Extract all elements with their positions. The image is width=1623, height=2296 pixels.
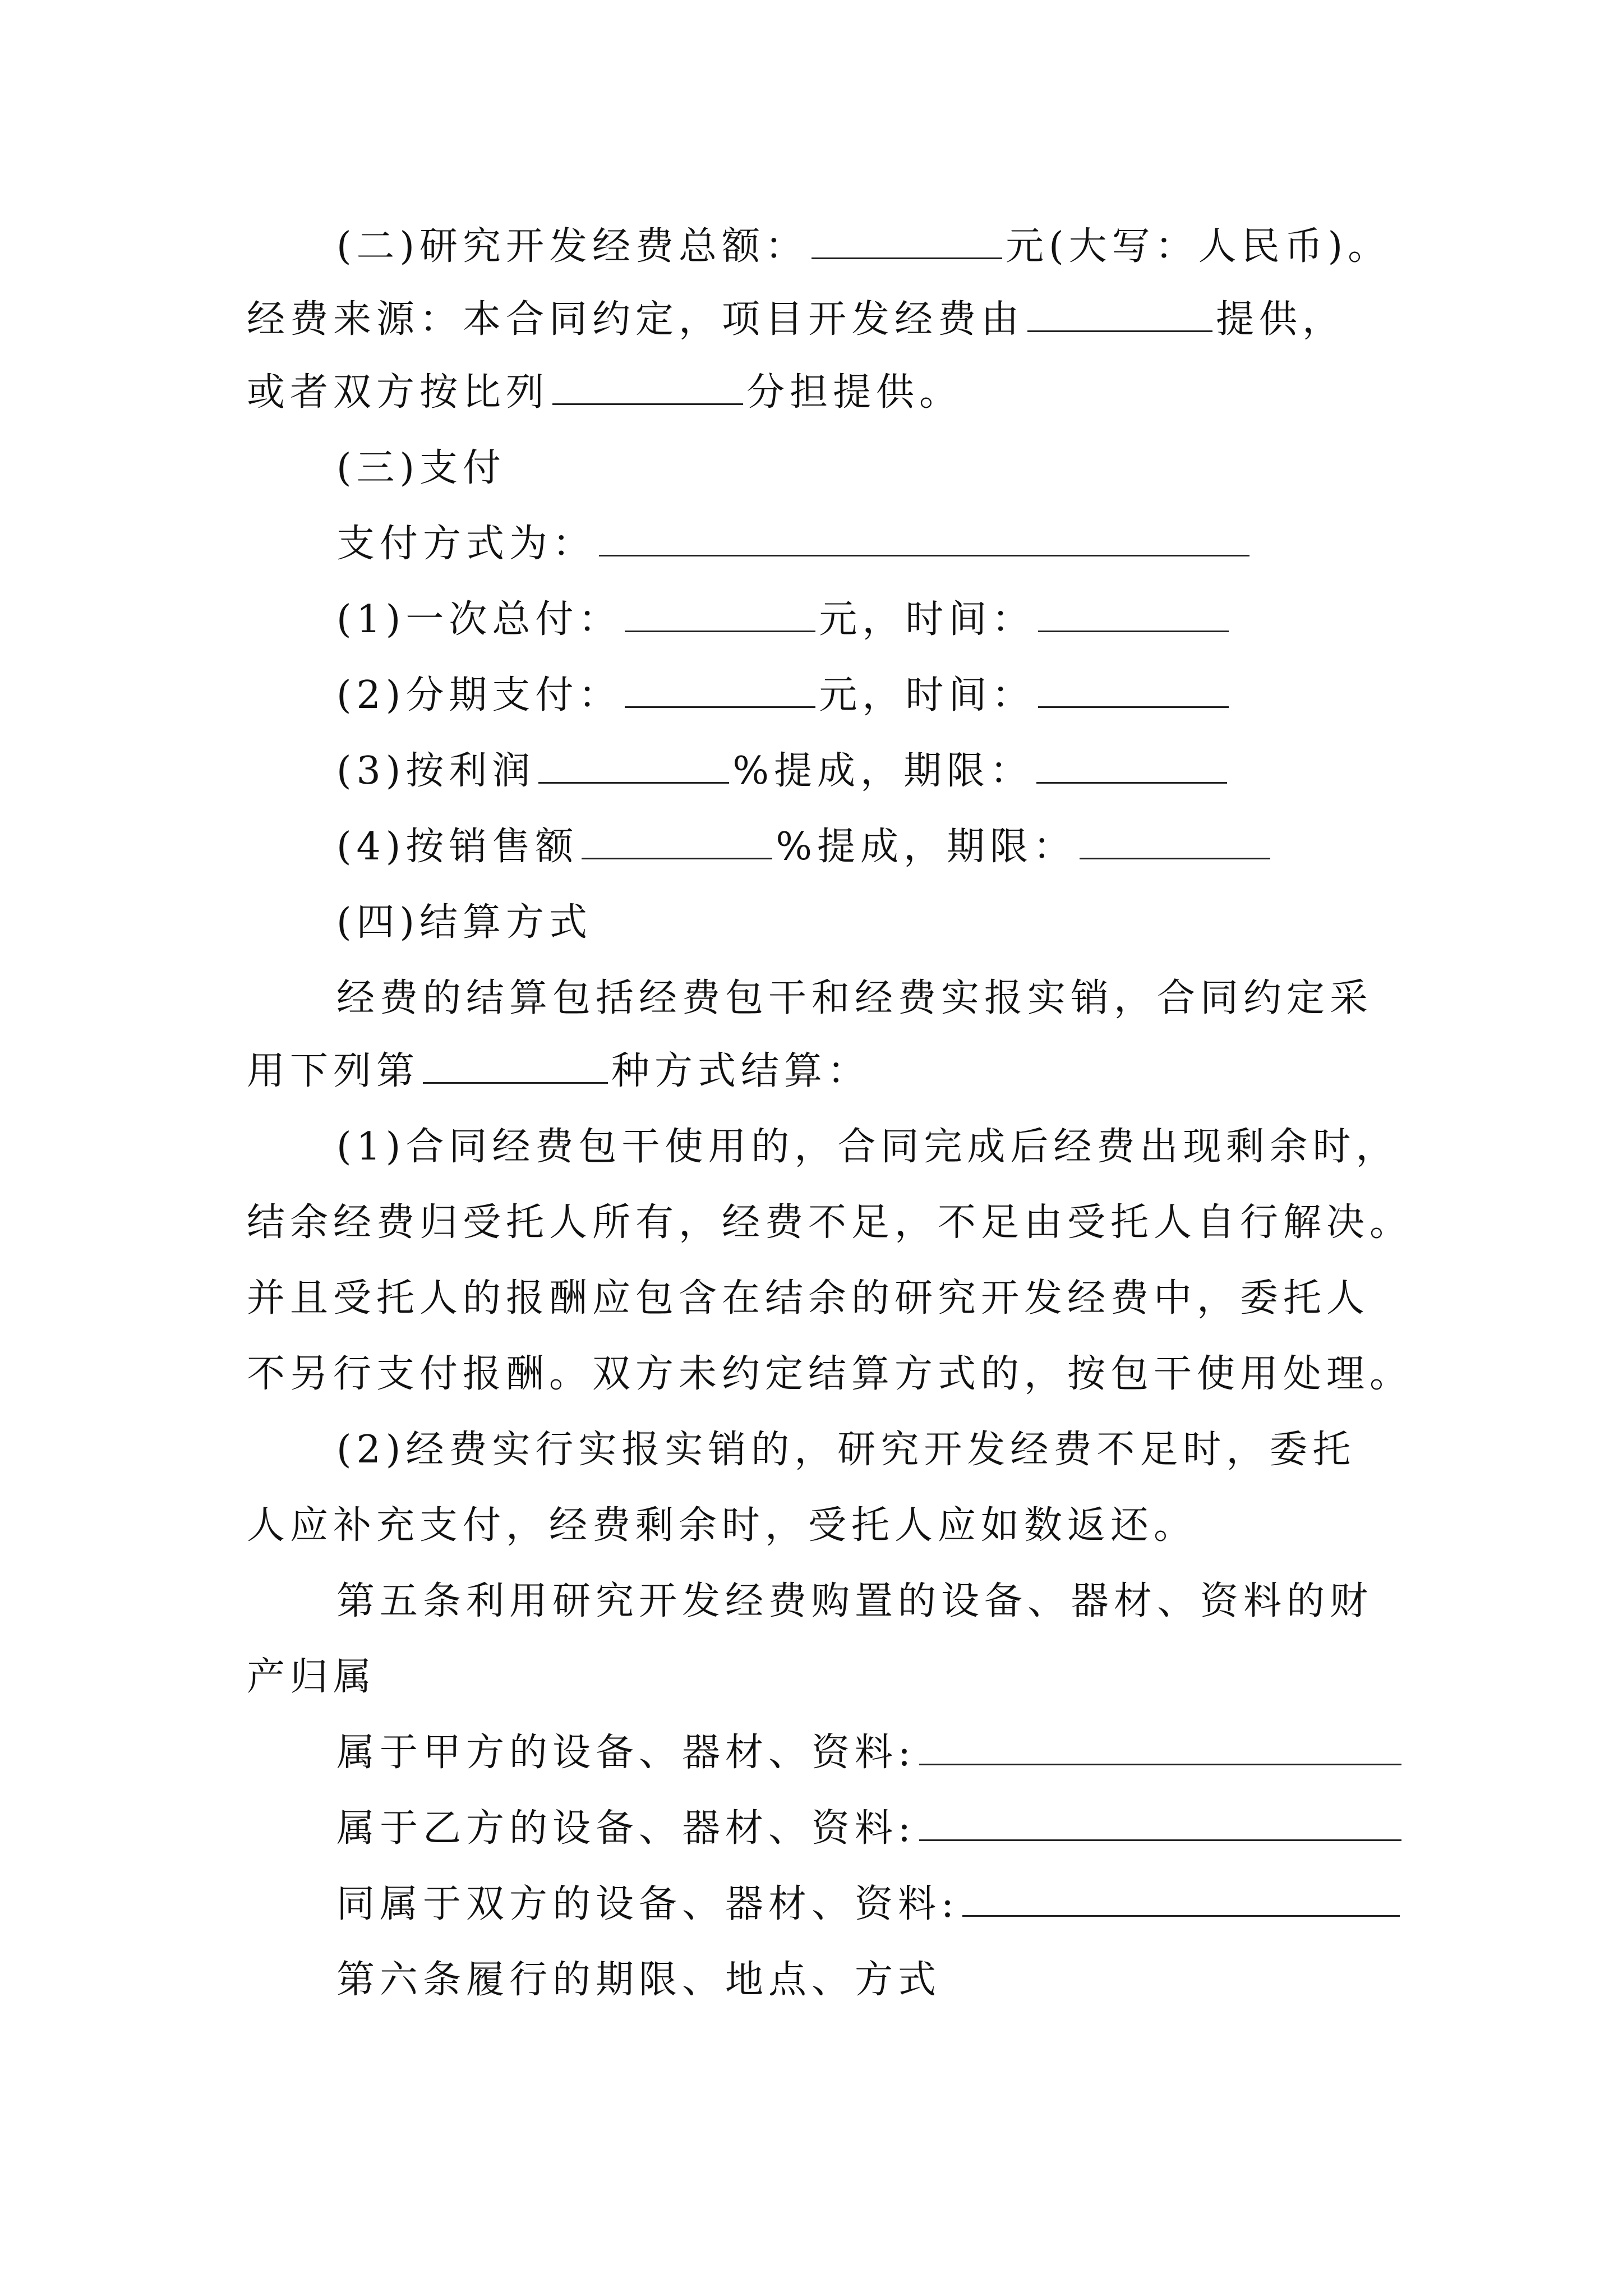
funding-share-blank[interactable] bbox=[552, 366, 743, 405]
lump-contract-para-line-4: 不另行支付报酬。双方未约定结算方式的，按包干使用处理。 bbox=[247, 1352, 1413, 1396]
payment-method-label: 支付方式为： bbox=[336, 522, 596, 566]
article-five-heading-line-1: 第五条利用研究开发经费购置的设备、器材、资料的财 bbox=[336, 1579, 1373, 1623]
lump-sum-time-blank[interactable] bbox=[1038, 593, 1229, 632]
lump-contract-para-line-2: 结余经费归受托人所有，经费不足，不足由受托人自行解决。 bbox=[247, 1200, 1413, 1245]
settlement-choice-line bbox=[247, 1043, 870, 1099]
funding-share-suffix: 分担提供。 bbox=[746, 370, 963, 415]
party-b-property-blank[interactable] bbox=[919, 1802, 1401, 1841]
funding-share-line bbox=[247, 365, 962, 421]
sales-share-line bbox=[336, 819, 1274, 875]
settlement-choice-suffix: 种方式结算： bbox=[611, 1049, 871, 1093]
section-payment-heading: (三)支付 bbox=[336, 446, 506, 490]
sales-term-label: %提成，期限： bbox=[776, 825, 1076, 869]
article-five-heading-line-2: 产归属 bbox=[247, 1655, 377, 1699]
article-six-heading: 第六条履行的期限、地点、方式 bbox=[336, 1958, 942, 2002]
profit-term-label: %提成，期限： bbox=[732, 749, 1033, 793]
funding-source-suffix: 提供， bbox=[1216, 297, 1346, 342]
lump-sum-time-label: 元，时间： bbox=[819, 597, 1035, 642]
installment-amount-blank[interactable] bbox=[625, 669, 815, 708]
total-funding-blank[interactable] bbox=[811, 220, 1002, 259]
installment-time-blank[interactable] bbox=[1038, 669, 1229, 708]
section-settlement-heading: (四)结算方式 bbox=[336, 900, 593, 945]
settlement-choice-blank[interactable] bbox=[423, 1045, 608, 1084]
installment-label: (2)分期支付： bbox=[336, 673, 622, 717]
reimburse-para-line-1: (2)经费实行实报实销的，研究开发经费不足时，委托 bbox=[336, 1428, 1356, 1472]
profit-share-label: (3)按利润 bbox=[336, 749, 536, 793]
joint-property-line bbox=[336, 1876, 1403, 1932]
profit-share-line bbox=[336, 743, 1230, 799]
installment-time-label: 元，时间： bbox=[819, 673, 1035, 717]
reimburse-para-line-2: 人应补充支付，经费剩余时，受托人应如数返还。 bbox=[247, 1503, 1197, 1548]
funding-provider-blank[interactable] bbox=[1027, 293, 1212, 332]
lump-sum-label: (1)一次总付： bbox=[336, 597, 622, 642]
party-a-property-label: 属于甲方的设备、器材、资料: bbox=[336, 1731, 916, 1775]
sales-percent-blank[interactable] bbox=[582, 821, 772, 859]
payment-method-line bbox=[336, 516, 1253, 572]
lump-sum-line bbox=[336, 592, 1232, 648]
total-funding-line bbox=[336, 219, 1391, 275]
installment-line bbox=[336, 668, 1232, 724]
party-b-property-line bbox=[336, 1801, 1405, 1857]
joint-property-blank[interactable] bbox=[962, 1878, 1400, 1917]
settlement-para-line-1: 经费的结算包括经费包干和经费实报实销，合同约定采 bbox=[336, 976, 1373, 1020]
lump-contract-para-line-1: (1)合同经费包干使用的，合同完成后经费出现剩余时， bbox=[336, 1125, 1399, 1169]
profit-percent-blank[interactable] bbox=[538, 745, 729, 784]
settlement-choice-label: 用下列第 bbox=[247, 1049, 420, 1093]
total-funding-suffix: 元(大写：人民币)。 bbox=[1006, 224, 1391, 269]
lump-contract-para-line-3: 并且受托人的报酬应包含在结余的研究开发经费中，委托人 bbox=[247, 1276, 1370, 1320]
party-b-property-label: 属于乙方的设备、器材、资料: bbox=[336, 1806, 916, 1851]
sales-share-label: (4)按销售额 bbox=[336, 825, 579, 869]
party-a-property-blank[interactable] bbox=[919, 1727, 1401, 1765]
funding-source-label: 经费来源：本合同约定，项目开发经费由 bbox=[247, 297, 1025, 342]
funding-share-label: 或者双方按比列 bbox=[247, 370, 550, 415]
payment-method-blank[interactable] bbox=[599, 518, 1249, 556]
party-a-property-line bbox=[336, 1725, 1405, 1781]
funding-source-line bbox=[247, 292, 1345, 348]
profit-term-blank[interactable] bbox=[1036, 745, 1227, 784]
total-funding-label: (二)研究开发经费总额： bbox=[336, 224, 809, 269]
sales-term-blank[interactable] bbox=[1080, 821, 1270, 859]
lump-sum-amount-blank[interactable] bbox=[625, 593, 815, 632]
joint-property-label: 同属于双方的设备、器材、资料: bbox=[336, 1882, 959, 1926]
